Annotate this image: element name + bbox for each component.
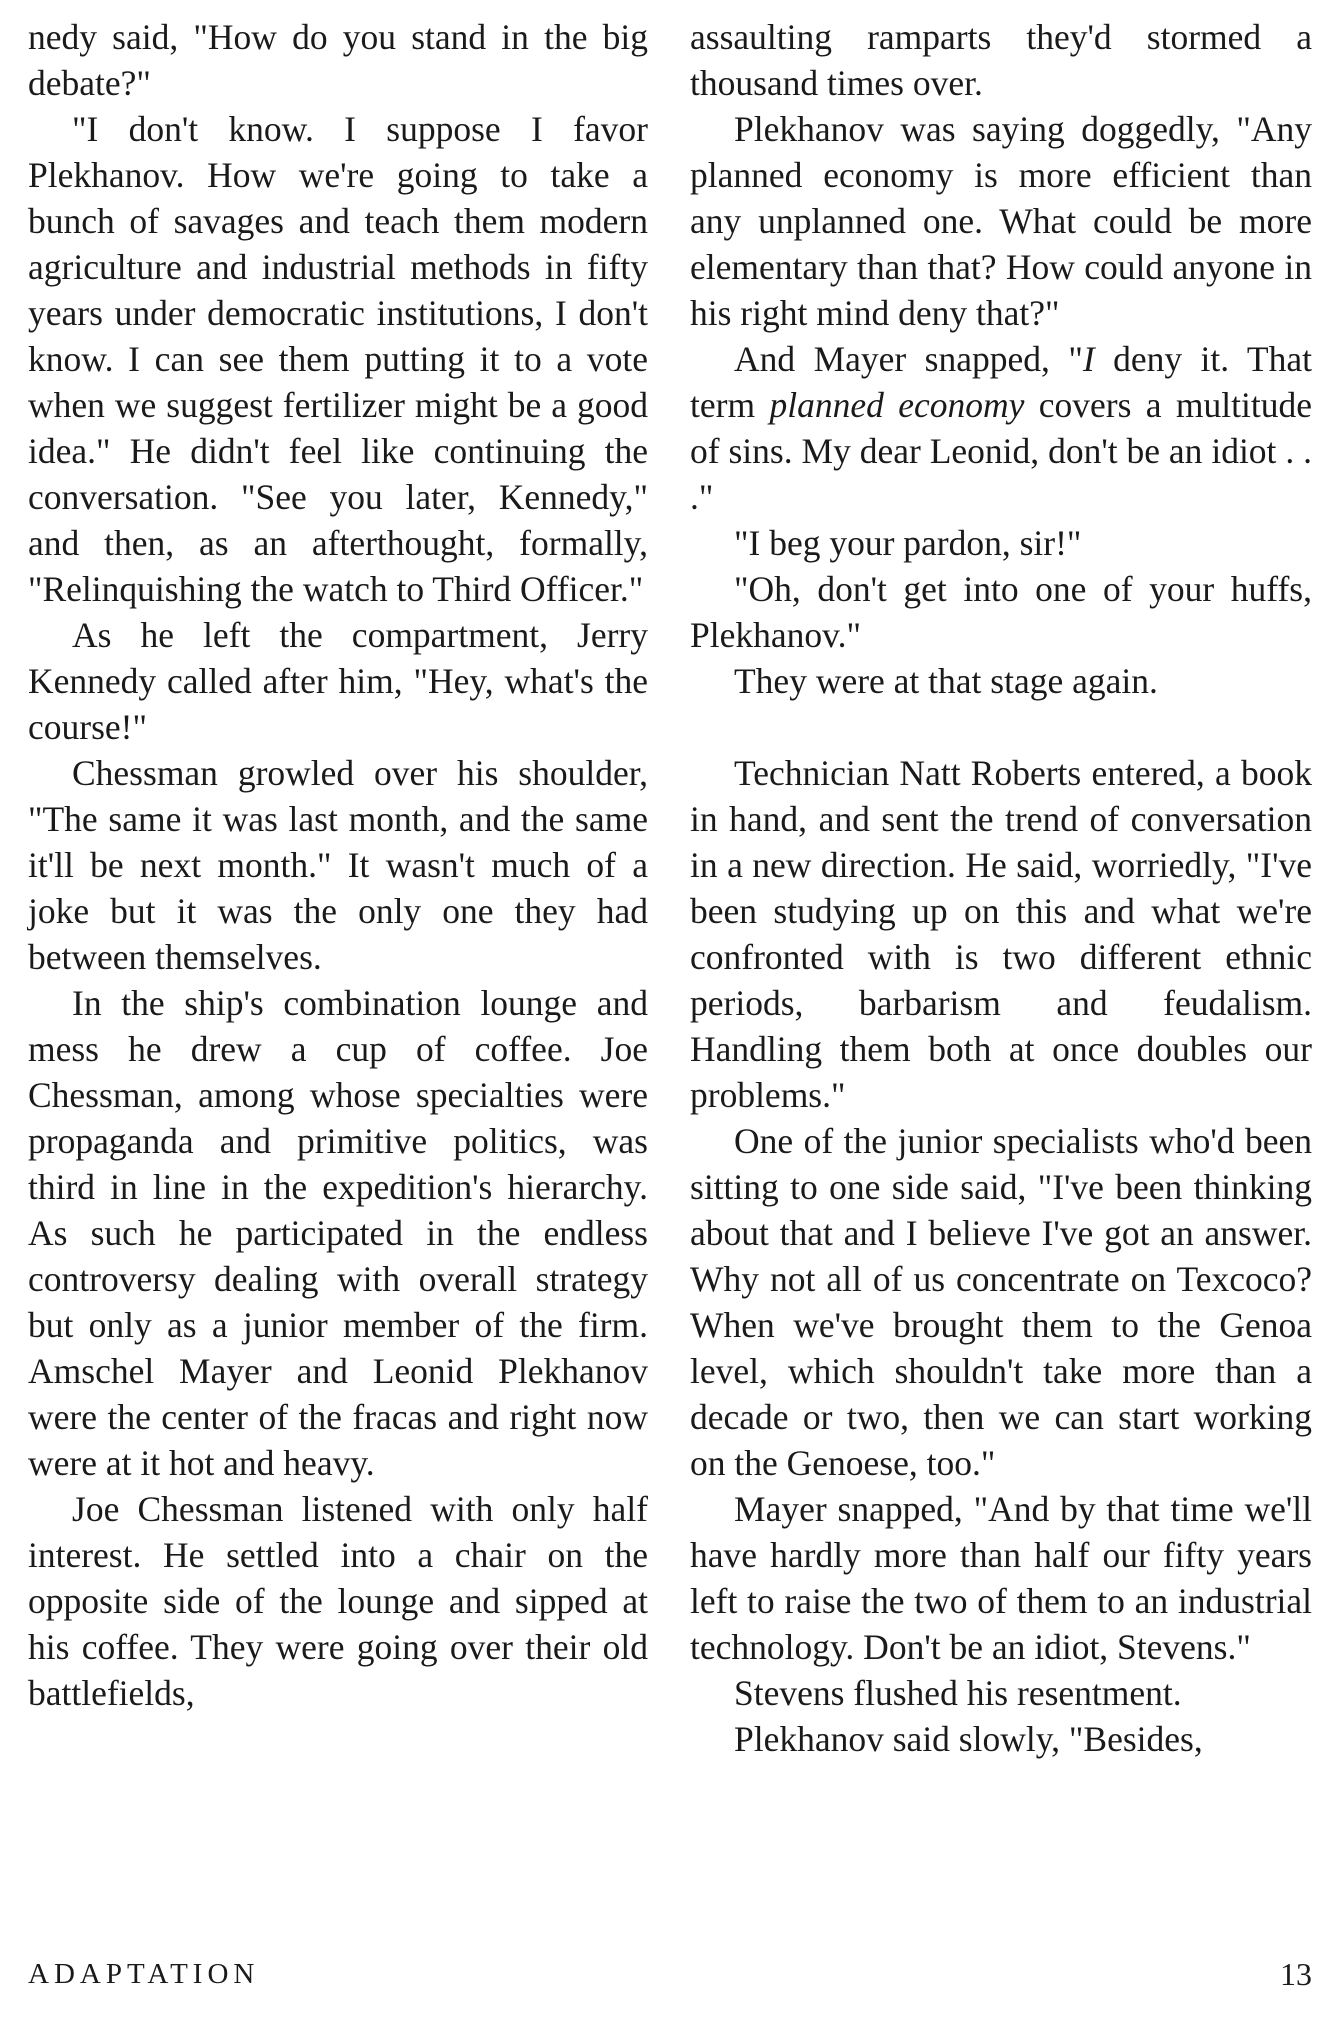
paragraph: Technician Natt Roberts entered, a book in hand, and sent the trend of conversation in a new direction. He said, worriedly, "I've been studying up on this and what we're confronted with is two different ethnic periods, barbarism and feudalism. Handling them both at once doubles our problems." xyxy=(690,753,1312,1115)
paragraph: Chessman growled over his shoulder, "The same it was last month, and the same it'll be next month." It wasn't much of a joke but it was the only one they had between themselves. xyxy=(28,753,648,977)
paragraph: In the ship's combination lounge and mess he drew a cup of coffee. Joe Chessman, among whose specialties were propaganda and primitive politics, was third in line in the expedition's hierarchy. As such he participated in the endless controversy dealing with overall strategy but only as a junior member of the firm. Amschel Mayer and Leonid Plekhanov were the center of the fracas and right now were at it hot and heavy. xyxy=(28,983,648,1483)
paragraph: They were at that stage again. xyxy=(734,661,1158,701)
text-run: deny it. That term xyxy=(690,339,1312,425)
page-number: 13 xyxy=(1280,1956,1312,1992)
paragraph: "Oh, don't get into one of your huffs, Plekhanov." xyxy=(690,569,1312,655)
page-footer xyxy=(28,1958,1312,2008)
paragraph: Joe Chessman listened with only half interest. He settled into a chair on the opposite side of the lounge and sipped at his coffee. They were going over their old battlefields, xyxy=(28,1489,648,1713)
italic-emphasis: planned economy xyxy=(769,385,1025,425)
paragraph: Plekhanov was saying doggedly, "Any planned economy is more efficient than any unplanned one. What could be more elementary than that? How could anyone in his right mind deny that?" xyxy=(690,109,1312,333)
paragraph: One of the junior specialists who'd been sitting to one side said, "I've been thinking about that and I believe I've got an answer. Why not all of us concentrate on Texcoco? When we've brought them to the Genoa level, which shouldn't take more than a decade or two, then we can start working on the Genoese, too." xyxy=(690,1121,1312,1483)
paragraph: Plekhanov said slowly, "Besides, xyxy=(734,1719,1203,1759)
right-column xyxy=(690,14,1312,1762)
paragraph: Stevens flushed his resentment. xyxy=(734,1673,1182,1713)
left-column xyxy=(28,14,648,1716)
paragraph: assaulting ramparts they'd stormed a thousand times over. xyxy=(690,17,1312,103)
text-run: covers a multitude of sins. My dear Leonid, don't be an idiot . . ." xyxy=(690,385,1313,517)
paragraph: As he left the compartment, Jerry Kennedy called after him, "Hey, what's the course!" xyxy=(28,615,648,747)
paragraph: nedy said, "How do you stand in the big debate?" xyxy=(28,17,648,103)
paragraph: "I beg your pardon, sir!" xyxy=(734,523,1082,563)
italic-emphasis: I xyxy=(1082,339,1095,379)
paragraph xyxy=(690,336,1312,520)
text-run: And Mayer snapped, " xyxy=(734,339,1083,379)
paragraph: "I don't know. I suppose I favor Plekhanov. How we're going to take a bunch of savages and teach them modern agriculture and industrial methods in fifty years under democratic institutions, I don't know. I can see them putting it to a vote when we suggest fertilizer might be a good idea." He didn't feel like continuing the conversation. "See you later, Kennedy," and then, as an afterthought, formally, "Relinquishing the watch to Third Officer." xyxy=(28,109,648,609)
running-head: ADAPTATION xyxy=(28,1958,260,1990)
paragraph: Mayer snapped, "And by that time we'll have hardly more than half our fifty years left to raise the two of them to an industrial technology. Don't be an idiot, Stevens." xyxy=(690,1489,1312,1667)
